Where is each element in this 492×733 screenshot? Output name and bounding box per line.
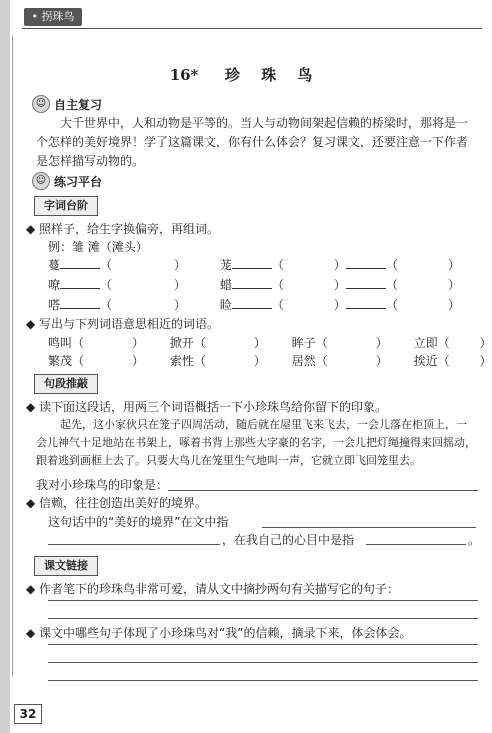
word-row: 繁茂（ ） 索性（ ） 居然（ ） 挨近（ ） <box>48 354 492 368</box>
review-title: 自主复习 <box>54 98 103 112</box>
question-subtext: 这句话中的“美好的境界”在文中指 <box>48 515 229 529</box>
lesson-name: 珍 珠 鸟 <box>224 66 321 84</box>
answer-line[interactable] <box>48 600 478 601</box>
smiley-icon: ☺ <box>32 95 50 113</box>
answer-line[interactable] <box>262 527 476 528</box>
page-number: 32 <box>14 704 42 724</box>
lesson-number: 16* <box>169 66 199 84</box>
answer-line[interactable] <box>168 490 478 491</box>
answer-line[interactable] <box>48 544 220 545</box>
lesson-title <box>0 64 490 85</box>
char-row: 嘹 （ ） 蜡 （ ） （ ） <box>48 278 460 292</box>
answer-line[interactable] <box>48 644 478 645</box>
answer-prompt: 我对小珍珠鸟的印象是： <box>36 478 169 492</box>
margin-rule <box>12 36 13 676</box>
review-text: 大千世界中，人和动物是平等的。当人与动物间架起信赖的桥梁时，那将是一个怎样的美好境界！学了这篇课文，你有什么体会？复习课文，还要注意一下作者是怎样描写动物的。 <box>36 116 469 168</box>
section-tag-link: 课文链接 <box>34 556 98 576</box>
practice-title: 练习平台 <box>54 175 103 189</box>
section-tag-passage: 句段推敲 <box>34 374 98 394</box>
passage-text: 起先，这小家伙只在笼子四周活动，随后就在屋里飞来飞去，一会儿落在柜顶上，一会儿神气十足地站在书架上，啄着书背上那些大字豪的名字，一会儿把灯绳撞得来回摇动，跟着逃到画框上去了。只要大鸟儿在笼里生气地叫一声，它就立即飞回笼里去。 <box>36 418 476 467</box>
question-text: ◆ 写出与下列词语意思相近的词语。 <box>26 317 220 331</box>
char-row: 嗒 （ ） 睑 （ ） （ ） <box>48 298 460 312</box>
question-end: 。 <box>468 533 481 547</box>
example-text: 例：雏 滩（滩头） <box>48 240 148 254</box>
answer-line[interactable] <box>48 662 478 663</box>
question-text: ◆ 信赖，往往创造出美好的境界。 <box>26 496 208 510</box>
answer-line[interactable] <box>366 544 466 545</box>
char-row: 蔓 （ ） 茏 （ ） （ ） <box>48 258 460 272</box>
header-rule <box>22 28 482 29</box>
section-tag-vocabulary: 字词台阶 <box>34 196 98 216</box>
smiley-icon: ☺ <box>32 172 50 190</box>
question-subtext: ，在我自己的心目中是指 <box>222 533 355 547</box>
question-text: ◆ 读下面这段话，用两三个词语概括一下小珍珠鸟给你留下的印象。 <box>26 400 388 414</box>
question-text: ◆ 课文中哪些句子体现了小珍珠鸟对“我”的信赖，摘录下来，体会体会。 <box>26 626 412 640</box>
answer-line[interactable] <box>48 680 478 681</box>
side-margin-bar <box>0 0 10 733</box>
question-text: ◆ 照样子，给生字换偏旁，再组词。 <box>26 222 220 236</box>
header-tag: • 拐珠鸟 <box>24 8 82 26</box>
word-row: 鸣叫（ ） 掀开（ ） 眸子（ ） 立即（ ） <box>48 336 492 350</box>
question-text: ◆ 作者笔下的珍珠鸟非常可爱，请从文中摘抄两句有关描写它的句子： <box>26 582 400 596</box>
answer-line[interactable] <box>48 618 478 619</box>
